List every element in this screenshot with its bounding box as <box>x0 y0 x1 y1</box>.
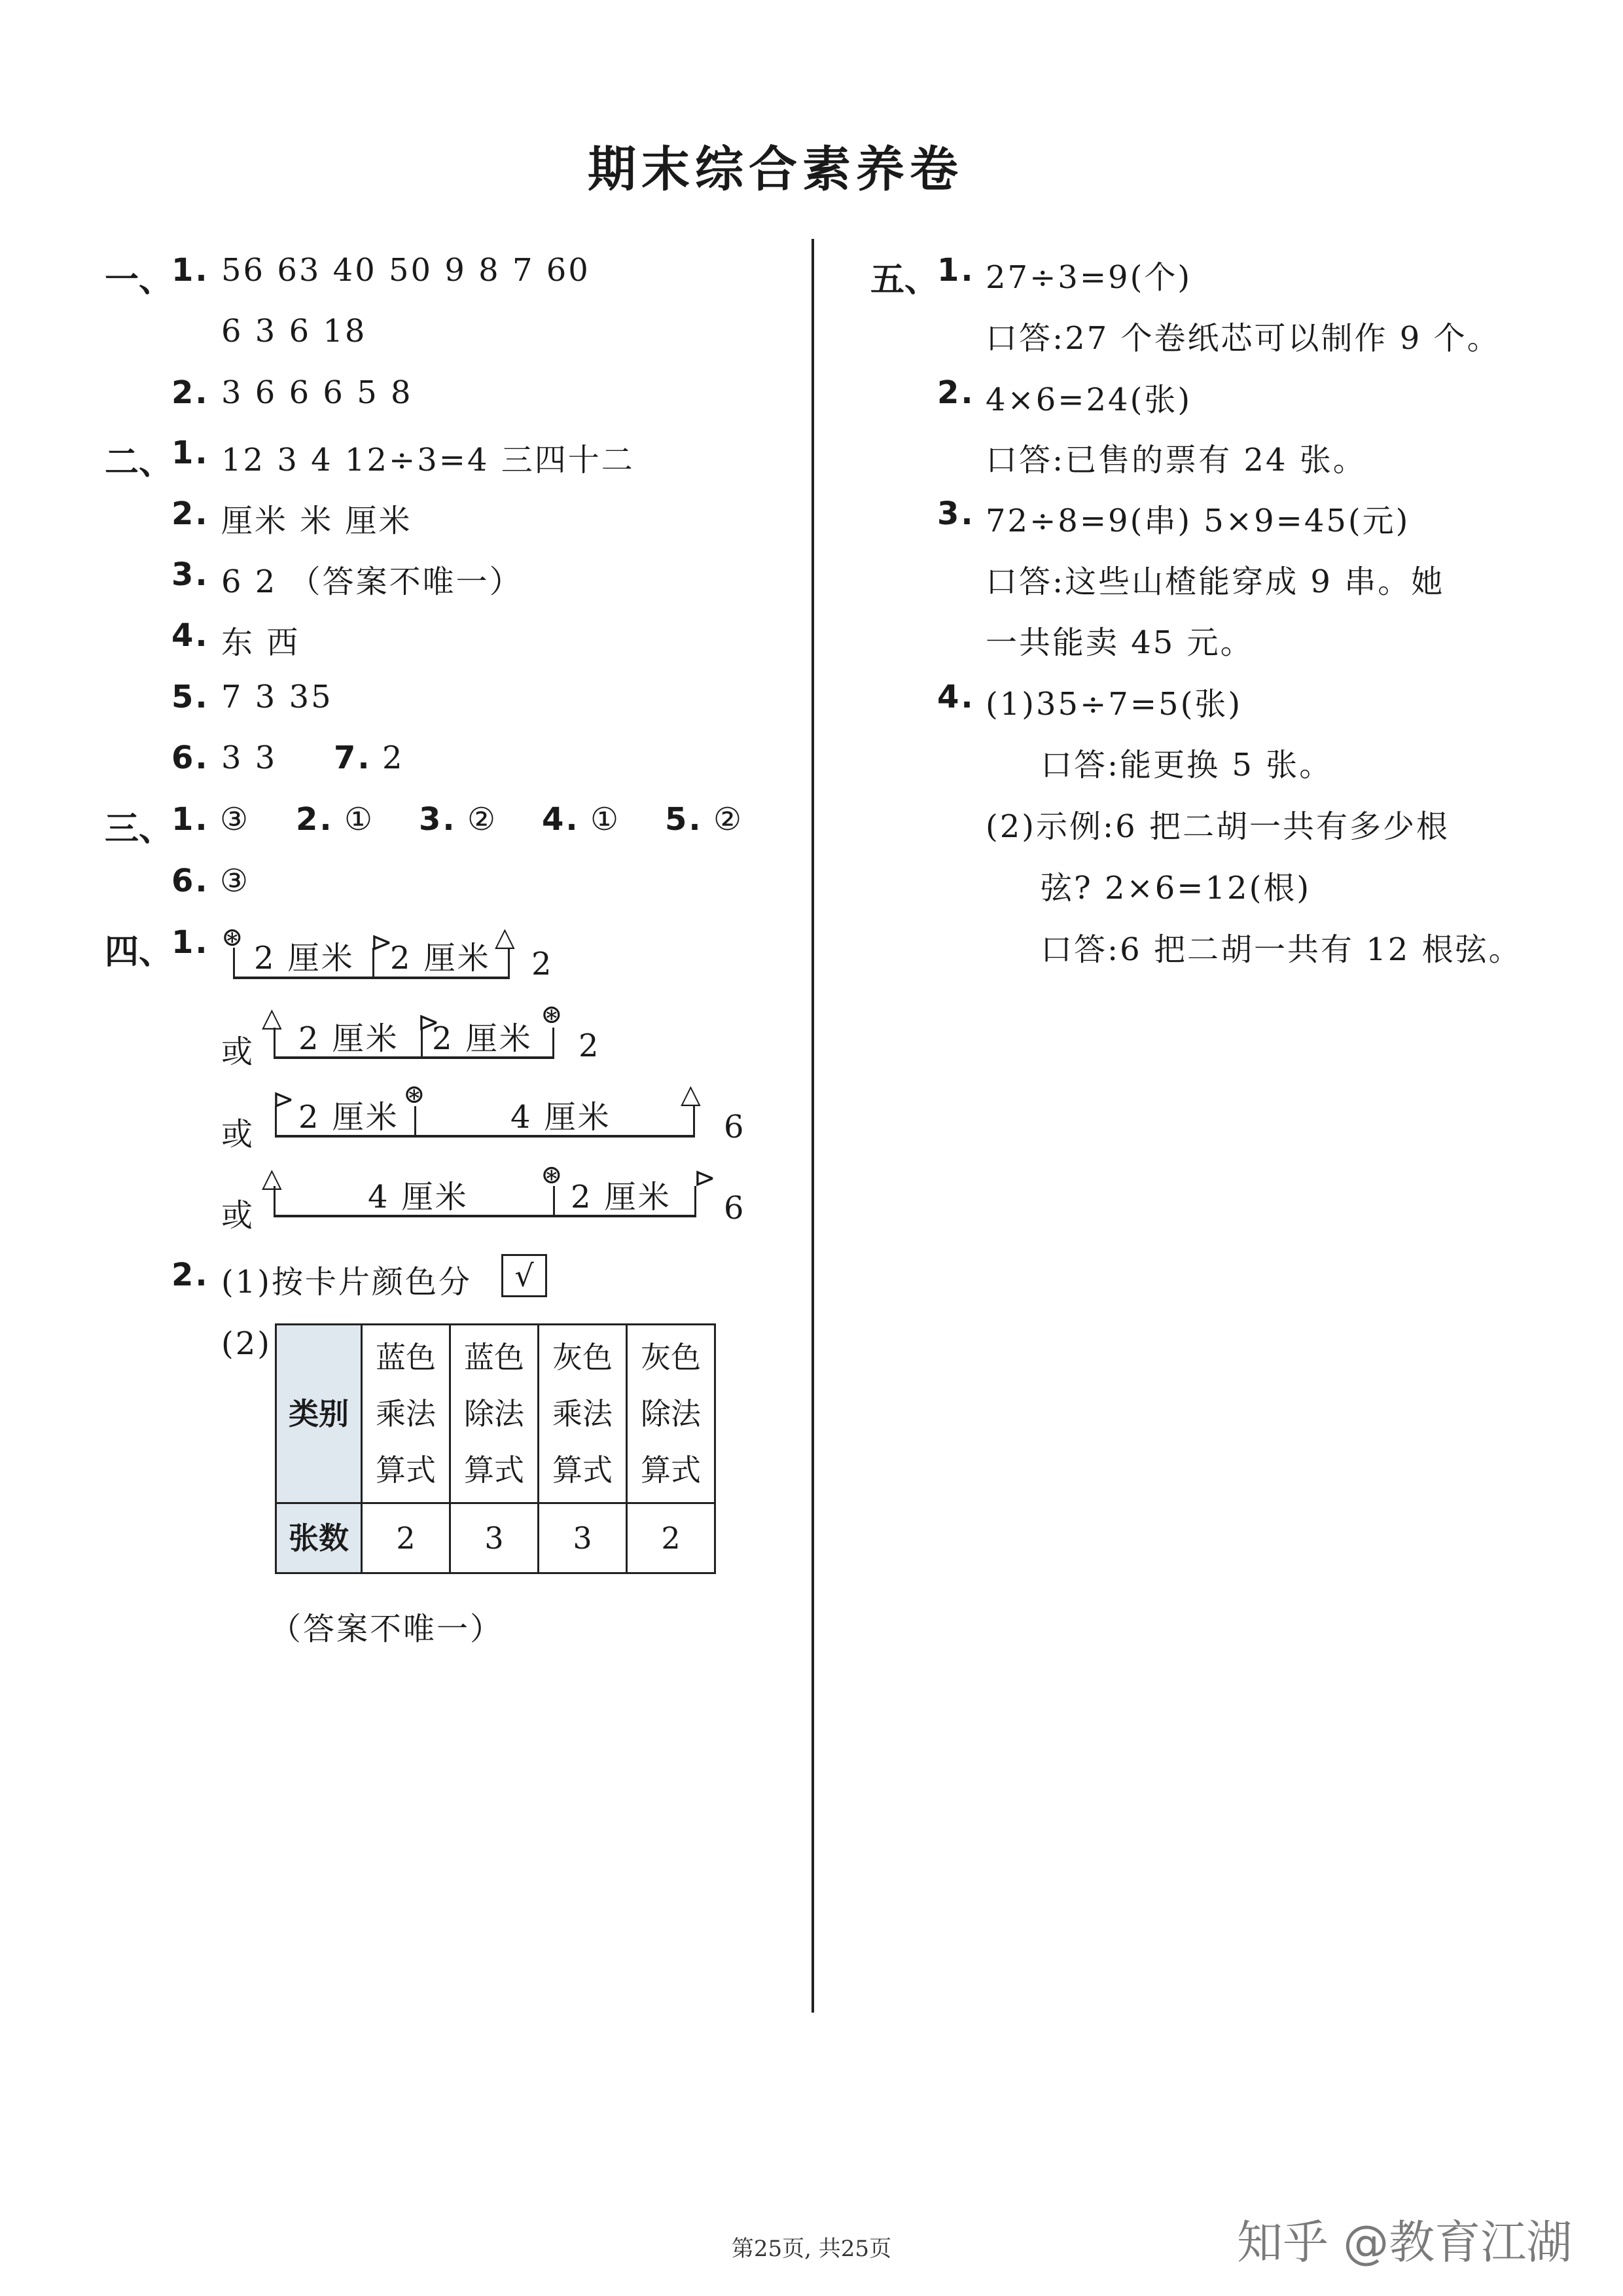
diagram-3-answer: 6 <box>724 1109 746 1145</box>
diagram-2-answer: 2 <box>579 1028 601 1064</box>
diagram-1-answer: 2 <box>531 946 554 982</box>
section-2-label: 二、 <box>105 443 173 482</box>
s3-q1-answer: ③ <box>220 801 251 838</box>
s3-q6-number: 6. <box>171 863 209 899</box>
tree-icon: △ <box>681 1079 701 1109</box>
s2-q7-answer: 2 <box>382 740 404 776</box>
s4-q2-part2: (2) <box>221 1325 272 1362</box>
segment-label-3b: 4 厘米 <box>510 1099 611 1136</box>
s1-q1-number: 1. <box>171 252 209 289</box>
table-col-2: 蓝色 除法 算式 <box>450 1325 539 1503</box>
table-header-category: 类别 <box>276 1325 362 1503</box>
page-title: 期末综合素养卷 <box>588 141 963 198</box>
flag-icon: ⊳ <box>370 927 393 958</box>
s4-q2-number: 2. <box>171 1257 209 1293</box>
table-cell-count-4: 2 <box>627 1503 715 1573</box>
table-row <box>276 1325 715 1503</box>
s5-q2-number: 2. <box>937 374 975 411</box>
tree-icon: △ <box>495 922 515 952</box>
s5-q4-part2-cont: 弦? 2×6=12(根) <box>1041 870 1311 906</box>
table-cell-count-2: 3 <box>450 1503 539 1573</box>
section-5-label: 五、 <box>870 260 939 300</box>
s3-q2-number: 2. <box>296 801 334 838</box>
or-label-2: 或 <box>221 1033 255 1070</box>
flag-icon: ⊳ <box>418 1007 440 1037</box>
s1-q2-answer: 3 6 6 6 5 8 <box>221 374 413 411</box>
tree-icon: △ <box>262 1163 282 1193</box>
s5-q1-number: 1. <box>937 252 975 289</box>
table-col-4: 灰色 除法 算式 <box>627 1325 715 1503</box>
s5-q1-answer: 口答:27 个卷纸芯可以制作 9 个。 <box>986 320 1501 357</box>
s2-q5-answer: 7 3 35 <box>221 679 333 715</box>
school-icon: ⊛ <box>403 1079 425 1109</box>
s5-q3-equation: 72÷8=9(串) 5×9=45(元) <box>986 503 1410 539</box>
table-col-1: 蓝色 乘法 算式 <box>362 1325 450 1503</box>
s1-q1-line1: 56 63 40 50 9 8 7 60 <box>221 252 590 289</box>
watermark: 知乎 @教育江湖 <box>1237 2215 1573 2269</box>
s2-q4-number: 4. <box>171 617 209 654</box>
table-col-3: 灰色 乘法 算式 <box>539 1325 627 1503</box>
s2-q1-number: 1. <box>171 435 209 471</box>
s1-q2-number: 2. <box>171 374 209 411</box>
s2-q7-number: 7. <box>334 740 372 776</box>
s2-q3-number: 3. <box>171 556 209 593</box>
s3-q3-answer: ② <box>467 801 498 838</box>
s5-q2-answer: 口答:已售的票有 24 张。 <box>986 442 1366 478</box>
segment-label-4b: 2 厘米 <box>571 1179 671 1215</box>
school-icon: ⊛ <box>541 1160 563 1190</box>
s5-q3-answer-line1: 口答:这些山楂能穿成 9 串。她 <box>986 564 1445 600</box>
column-divider <box>812 239 814 2013</box>
table-row <box>276 1503 715 1573</box>
s3-q4-number: 4. <box>542 801 580 838</box>
section-4-label: 四、 <box>105 933 173 972</box>
s2-q3-answer: 6 2 （答案不唯一） <box>221 564 523 600</box>
s3-q5-number: 5. <box>665 801 703 838</box>
s4-q1-number: 1. <box>171 924 209 961</box>
s5-q4-part2-answer: 口答:6 把二胡一共有 12 根弦。 <box>1041 931 1522 968</box>
section-1-label: 一、 <box>105 260 173 300</box>
or-label-4: 或 <box>221 1197 255 1234</box>
diagram-4-answer: 6 <box>724 1190 746 1227</box>
check-box: √ <box>501 1254 547 1297</box>
table-cell-count-1: 2 <box>362 1503 450 1573</box>
segment-label-3a: 2 厘米 <box>298 1099 399 1136</box>
s2-q6-number: 6. <box>171 740 209 776</box>
s2-q2-answer: 厘米 米 厘米 <box>221 503 412 539</box>
s2-q4-answer: 东 西 <box>221 624 300 661</box>
s2-q5-number: 5. <box>171 679 209 715</box>
tree-icon: △ <box>262 1003 282 1033</box>
segment-label-4a: 4 厘米 <box>368 1179 469 1215</box>
s3-q5-answer: ② <box>713 801 744 838</box>
s1-q1-line2: 6 3 6 18 <box>221 313 367 350</box>
segment-label-2b: 2 厘米 <box>432 1020 533 1057</box>
s2-q6-answer: 3 3 <box>221 740 277 776</box>
segment-label-2a: 2 厘米 <box>298 1020 399 1057</box>
segment-label-1a: 2 厘米 <box>254 940 355 977</box>
s3-q6-answer: ③ <box>220 863 251 899</box>
s5-q3-number: 3. <box>937 495 975 532</box>
s5-q1-equation: 27÷3=9(个) <box>986 259 1192 296</box>
table-note: （答案不唯一） <box>270 1611 504 1647</box>
s2-q2-number: 2. <box>171 495 209 532</box>
s5-q2-equation: 4×6=24(张) <box>986 382 1192 418</box>
s5-q4-number: 4. <box>937 679 975 715</box>
s3-q2-answer: ① <box>344 801 375 838</box>
or-label-3: 或 <box>221 1116 255 1153</box>
section-3-label: 三、 <box>105 810 173 849</box>
classification-table <box>275 1323 716 1574</box>
s5-q4-part2: (2)示例:6 把二胡一共有多少根 <box>986 808 1450 845</box>
s4-q2-part1: (1)按卡片颜色分 <box>221 1264 472 1300</box>
s3-q4-answer: ① <box>590 801 621 838</box>
school-icon: ⊛ <box>541 999 563 1030</box>
flag-icon: ⊳ <box>694 1163 716 1193</box>
table-cell-count-3: 3 <box>539 1503 627 1573</box>
page-footer: 第25页, 共25页 <box>731 2236 892 2262</box>
segment-label-1b: 2 厘米 <box>390 940 491 977</box>
school-icon: ⊛ <box>221 922 243 952</box>
s3-q3-number: 3. <box>419 801 457 838</box>
s5-q4-part1-answer: 口答:能更换 5 张。 <box>1041 747 1333 783</box>
table-header-count: 张数 <box>276 1503 362 1573</box>
s5-q3-answer-line2: 一共能卖 45 元。 <box>986 624 1254 661</box>
s5-q4-part1: (1)35÷7=5(张) <box>986 686 1243 723</box>
s3-q1-number: 1. <box>171 801 209 838</box>
flag-icon: ⊳ <box>272 1085 294 1115</box>
s2-q1-answer: 12 3 4 12÷3=4 三四十二 <box>221 442 635 478</box>
